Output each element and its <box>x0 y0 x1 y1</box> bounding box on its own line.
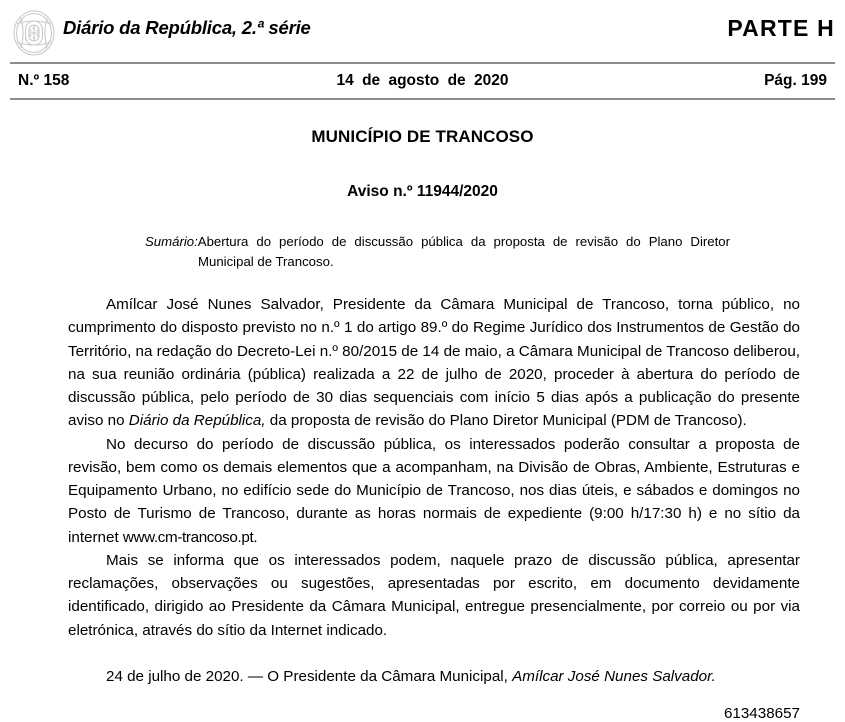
summary-block <box>145 232 730 271</box>
document-reference-number: 613438657 <box>723 705 800 722</box>
notice-paragraphs <box>68 293 800 642</box>
portugal-coat-of-arms-icon <box>10 9 58 57</box>
signature-line <box>68 665 800 688</box>
issue-date: 14 de agosto de 2020 <box>336 72 509 89</box>
header-rule-bottom <box>10 98 835 100</box>
paragraph-1: Amílcar José Nunes Salvador, Presidente da Câmara Municipal de Trancoso, torna público, no cumprimento do disposto previsto no n.º 1 do artigo 89.º do Regime Jurídico dos Instrumentos de Gestão do Território, na redação do Decreto-Lei n.º 80/2015 de 14 de maio, a Câmara Municipal de Trancoso deliberou, na sua reunião ordinária (pública) realizada a 22 de julho de 2020, proceder à abertura do período de discussão pública, pelo período de 30 dias sequenciais com início 5 dias após a publicação do presente aviso no Diário da República, da proposta de revisão do Plano Diretor Municipal (PDM de Trancoso). <box>68 296 800 430</box>
masthead <box>0 0 845 62</box>
paragraph-2: No decurso do período de discussão pública, os interessados poderão consultar a proposta de revisão, bem como os demais elementos que a acompanham, na Divisão de Obras, Ambiente, Estruturas e Equipamento Urbano, no edifício sede do Município de Trancoso, nos dias úteis, e sábados e domingos no Posto de Turismo de Trancoso, durante as horas normais de expediente (9:00 h/17:30 h) e no sítio da internet www.cm-trancoso.pt. <box>68 435 800 546</box>
document-body <box>0 127 845 722</box>
issue-bar <box>10 64 835 98</box>
page-number: Pág. 199 <box>764 72 827 89</box>
website-url: www.cm-trancoso.pt <box>122 528 254 546</box>
entity-title: MUNICÍPIO DE TRANCOSO <box>311 127 534 146</box>
paragraph-3: Mais se informa que os interessados podem, naquele prazo de discussão pública, apresentar reclamações, observações ou sugestões, apresentadas por escrito, em documento devidamente identificado, dirigido ao Presidente da Câmara Municipal, entregue presencialmente, por correio ou por via eletrónica, através do sítio da Internet indicado. <box>68 551 800 639</box>
notice-title: Aviso n.º 11944/2020 <box>347 183 498 200</box>
publication-title: Diário da República, 2.ª série <box>63 17 311 38</box>
summary-text: Abertura do período de discussão pública da proposta de revisão do Plano Diretor Municipal de Trancoso. <box>197 234 730 269</box>
summary-label: Sumário: <box>145 234 198 249</box>
signer-name: Amílcar José Nunes Salvador. <box>512 667 716 685</box>
issue-number: N.º 158 <box>18 72 70 89</box>
signature-date-role: 24 de julho de 2020. — O Presidente da Câmara Municipal, <box>106 667 513 685</box>
part-label: PARTE H <box>727 15 835 41</box>
